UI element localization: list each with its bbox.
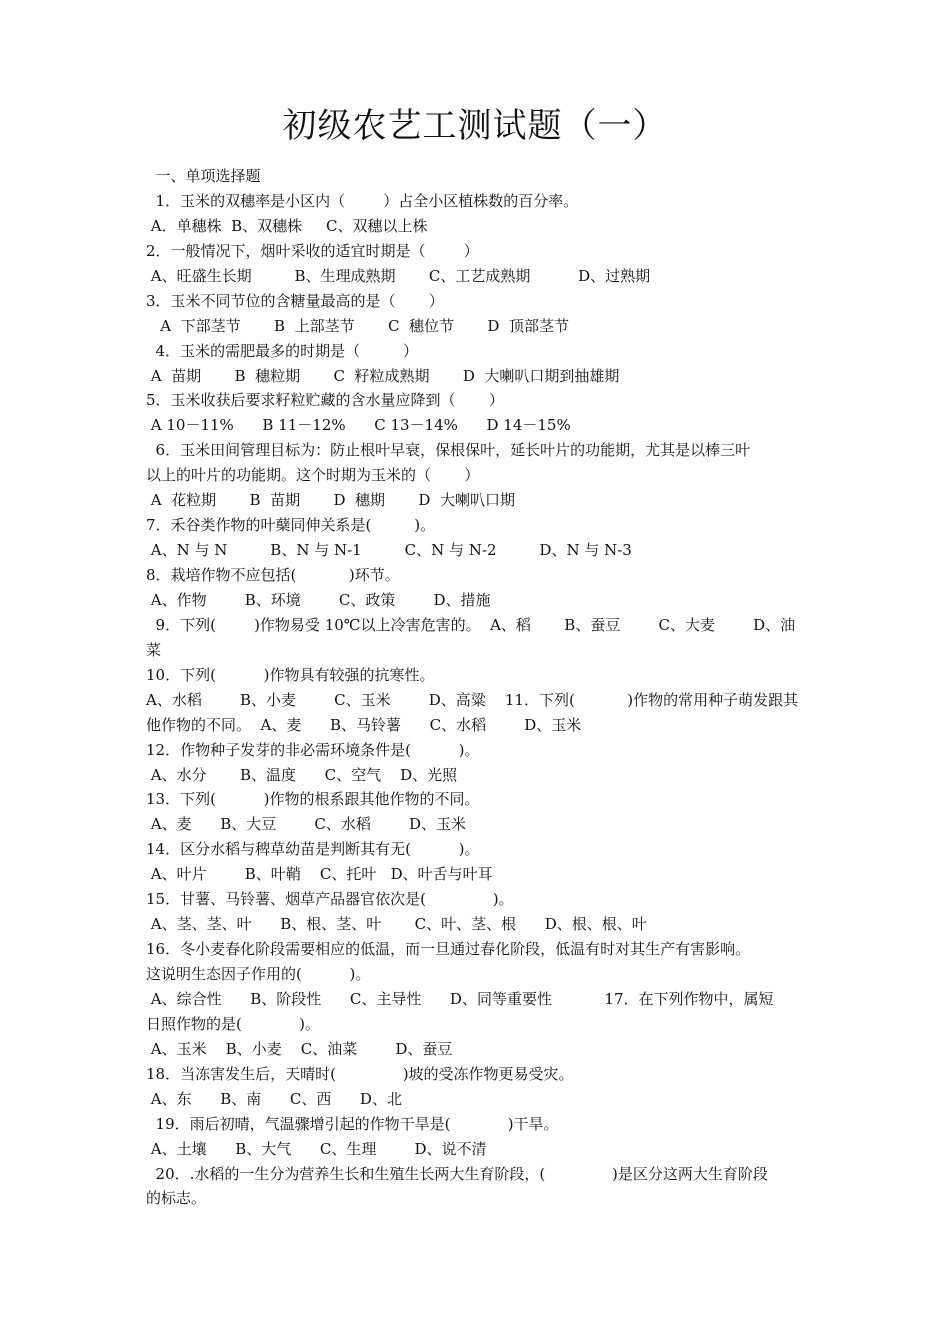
- text-line: 3．玉米不同节位的含糖量最高的是（ ）: [146, 291, 444, 310]
- text-line: A、土壤 B、大气 C、生理 D、说不清: [146, 1139, 487, 1158]
- text-line: A、茎、茎、叶 B、根、茎、叶 C、叶、茎、根 D、根、根、叶: [146, 915, 647, 934]
- text-line: A、麦 B、大豆 C、水稻 D、玉米: [146, 815, 467, 834]
- text-line: 1．玉米的双穗率是小区内（ ）占全小区植株数的百分率。: [146, 191, 579, 210]
- text-line: A、叶片 B、叶鞘 C、托叶 D、叶舌与叶耳: [146, 865, 493, 884]
- text-line: 18．当冻害发生后，天晴时( )坡的受冻作物更易受灾。: [146, 1064, 574, 1083]
- question-list: [146, 164, 810, 1211]
- text-line: 12．作物种子发芽的非必需环境条件是( )。: [146, 740, 480, 759]
- text-line: 16．冬小麦春化阶段需要相应的低温，而一旦通过春化阶段，低温有时对其生产有害影响。: [146, 940, 751, 959]
- text-line: A 下部茎节 B 上部茎节 C 穗位节 D 顶部茎节: [146, 316, 569, 335]
- text-line: 一、单项选择题: [146, 167, 261, 185]
- text-line: A．单穗株 B、双穗株 C、双穗以上株: [146, 216, 428, 235]
- text-line: A、N 与 N B、N 与 N-1 C、N 与 N-2 D、N 与 N-3: [146, 541, 632, 560]
- text-line: A、水稻 B、小麦 C、玉米 D、高粱 11．下列( )作物的常用种子萌发跟其: [146, 690, 799, 709]
- text-line: A、东 B、南 C、西 D、北: [146, 1089, 402, 1108]
- text-line: 15．甘薯、马铃薯、烟草产品器官依次是( )。: [146, 890, 514, 909]
- text-line: A 花粒期 B 苗期 D 穗期 D 大喇叭口期: [146, 491, 515, 510]
- text-line: 日照作物的是( )。: [146, 1014, 320, 1033]
- text-line: 菜: [146, 640, 162, 659]
- text-line: 14．区分水稻与稗草幼苗是判断其有无( )。: [146, 840, 480, 859]
- text-line: 2．一般情况下，烟叶采收的适宜时期是（ ）: [146, 241, 479, 260]
- document-title: 初级农艺工测试题（一）: [282, 106, 668, 146]
- text-line: A、作物 B、环境 C、政策 D、措施: [146, 590, 491, 609]
- text-line: 4．玉米的需肥最多的时期是（ ）: [146, 341, 418, 360]
- text-line: 20．.水稻的一生分为营养生长和生殖生长两大生育阶段，( )是区分这两大生育阶段: [146, 1164, 768, 1183]
- text-line: 他作物的不同。 A、麦 B、马铃薯 C、水稻 D、玉米: [146, 715, 582, 734]
- text-line: A、水分 B、温度 C、空气 D、光照: [146, 765, 458, 784]
- text-line: 13．下列( )作物的根系跟其他作物的不同。: [146, 790, 480, 809]
- text-line: 9．下列( )作物易受 10℃以上冷害危害的。 A、稻 B、蚕豆 C、大麦 D、油: [146, 615, 796, 634]
- text-line: A 苗期 B 穗粒期 C 籽粒成熟期 D 大喇叭口期到抽雄期: [146, 366, 620, 385]
- text-line: 5．玉米收获后要求籽粒贮藏的含水量应降到（ ）: [146, 391, 504, 410]
- text-line: 的标志。: [146, 1189, 207, 1208]
- text-line: 8．栽培作物不应包括( )环节。: [146, 566, 400, 584]
- text-line: A、综合性 B、阶段性 C、主导性 D、同等重要性 17．在下列作物中，属短: [146, 989, 774, 1008]
- text-line: 19．雨后初晴，气温骤增引起的作物干旱是( )干旱。: [146, 1114, 559, 1133]
- text-line: 6．玉米田间管理目标为：防止根叶早衰，保根保叶，延长叶片的功能期，尤其是以棒三叶: [146, 441, 751, 460]
- text-line: A、玉米 B、小麦 C、油菜 D、蚕豆: [146, 1039, 453, 1058]
- text-line: A 10－11% B 11－12% C 13－14% D 14－15%: [146, 416, 571, 435]
- text-line: 以上的叶片的功能期。这个时期为玉米的（ ）: [146, 466, 480, 485]
- text-line: 7．禾谷类作物的叶蘖同伸关系是( )。: [146, 516, 436, 535]
- text-line: A、旺盛生长期 B、生理成熟期 C、工艺成熟期 D、过熟期: [146, 266, 651, 285]
- text-line: 10．下列( )作物具有较强的抗寒性。: [146, 665, 435, 684]
- text-line: 这说明生态因子作用的( )。: [146, 965, 371, 983]
